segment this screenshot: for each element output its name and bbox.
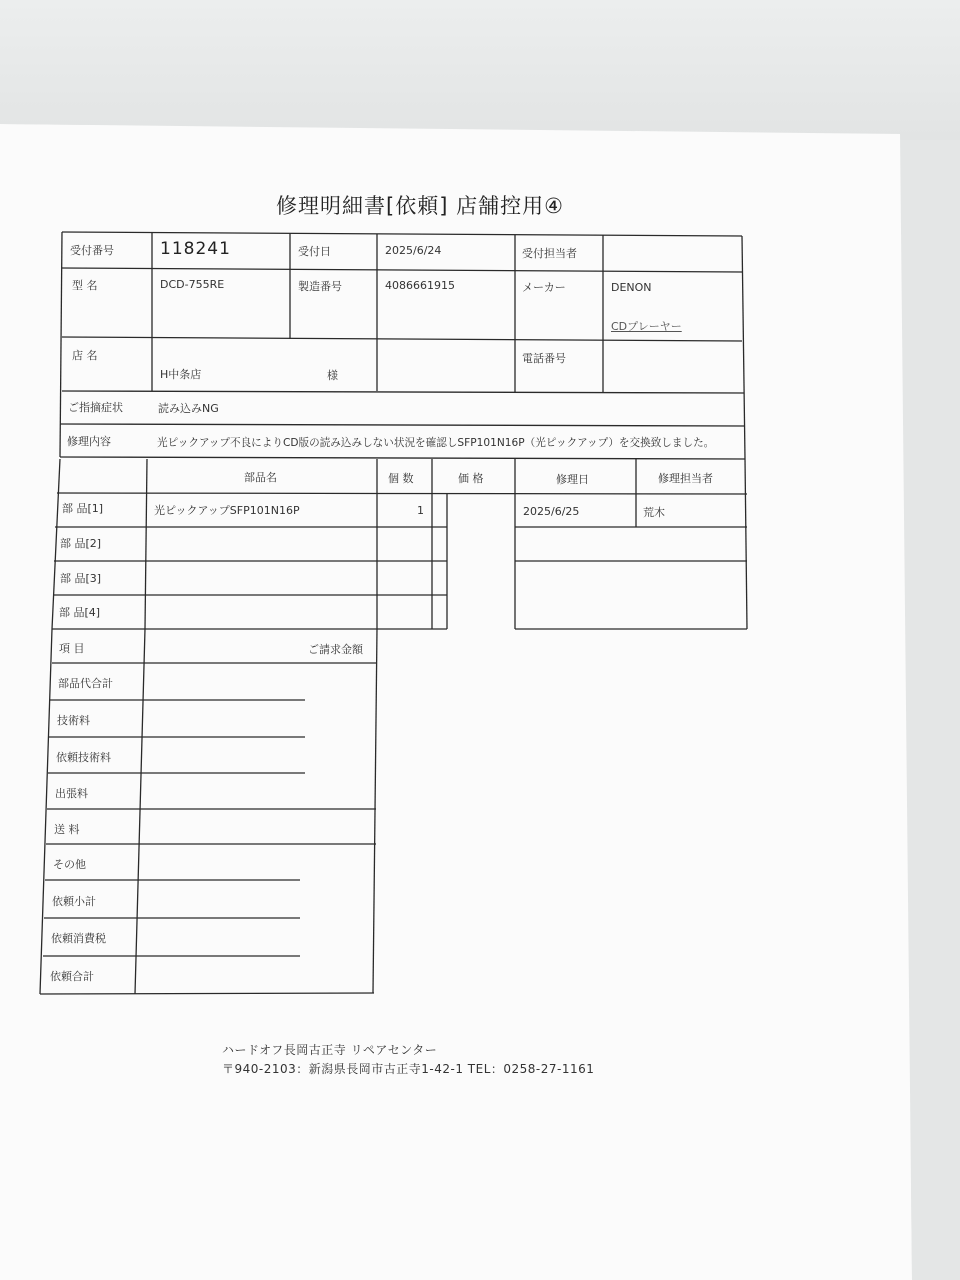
- document-title: 修理明細書[依頼] 店舗控用④: [276, 194, 564, 218]
- phone-label: 電話番号: [522, 352, 566, 365]
- maker-label: メーカー: [522, 281, 566, 294]
- receiver-label: 受付担当者: [522, 247, 577, 260]
- billing-row-label: 依頼小計: [52, 895, 96, 908]
- part-row-label: 部 品[4]: [59, 606, 101, 619]
- part-row-label: 部 品[2]: [60, 537, 102, 550]
- serial-label: 製造番号: [298, 280, 342, 293]
- billing-amount-label: ご請求金額: [308, 643, 363, 656]
- billing-item-label: 項 目: [59, 642, 85, 655]
- parts-col-name: 部品名: [244, 471, 277, 484]
- billing-row-label: 依頼合計: [50, 970, 94, 983]
- parts-col-qty: 個 数: [388, 472, 414, 485]
- repair-label: 修理内容: [67, 435, 111, 448]
- footer-address: 〒940-2103：新潟県長岡市古正寺1-42-1 TEL：0258-27-1161: [222, 1062, 595, 1076]
- maker-value: DENON: [611, 281, 652, 294]
- parts-col-repair-date: 修理日: [556, 473, 589, 486]
- product-type-value: CDプレーヤー: [611, 320, 682, 333]
- billing-row-label: 出張料: [55, 787, 88, 800]
- serial-value: 4086661915: [385, 279, 455, 292]
- model-value: DCD-755RE: [160, 278, 225, 291]
- model-label: 型 名: [72, 279, 98, 292]
- billing-row-label: 技術料: [57, 714, 90, 727]
- store-honorific: 様: [327, 369, 338, 382]
- repair-value: 光ピックアップ不良によりCD版の読み込みしない状況を確認しSFP101N16P（光ピックアップ）を交換致しました。: [157, 437, 715, 449]
- billing-row-label: 送 料: [54, 823, 80, 836]
- part-row-label: 部 品[3]: [60, 572, 102, 585]
- receipt-no-label: 受付番号: [70, 244, 114, 257]
- symptom-value: 読み込みNG: [158, 402, 219, 415]
- billing-row-label: 依頼技術料: [56, 751, 111, 764]
- billing-row-label: 依頼消費税: [51, 932, 106, 945]
- technician-value: 荒木: [643, 506, 665, 519]
- footer-company: ハードオフ長岡古正寺 リペアセンター: [222, 1043, 438, 1057]
- billing-row-label: その他: [53, 858, 86, 871]
- receipt-date-label: 受付日: [298, 245, 331, 258]
- repair-date-value: 2025/6/25: [523, 505, 580, 518]
- parts-col-technician: 修理担当者: [658, 472, 713, 485]
- parts-col-price: 価 格: [458, 472, 484, 485]
- part-row-qty: 1: [417, 504, 424, 517]
- part-row-label: 部 品[1]: [62, 502, 104, 515]
- billing-row-label: 部品代合計: [58, 677, 113, 690]
- symptom-label: ご指摘症状: [68, 401, 123, 414]
- receipt-date-value: 2025/6/24: [385, 244, 442, 257]
- store-label: 店 名: [72, 349, 98, 362]
- store-value: H中条店: [160, 368, 202, 381]
- part-row-name: 光ピックアップSFP101N16P: [154, 504, 300, 517]
- receipt-no-value: 118241: [160, 239, 231, 259]
